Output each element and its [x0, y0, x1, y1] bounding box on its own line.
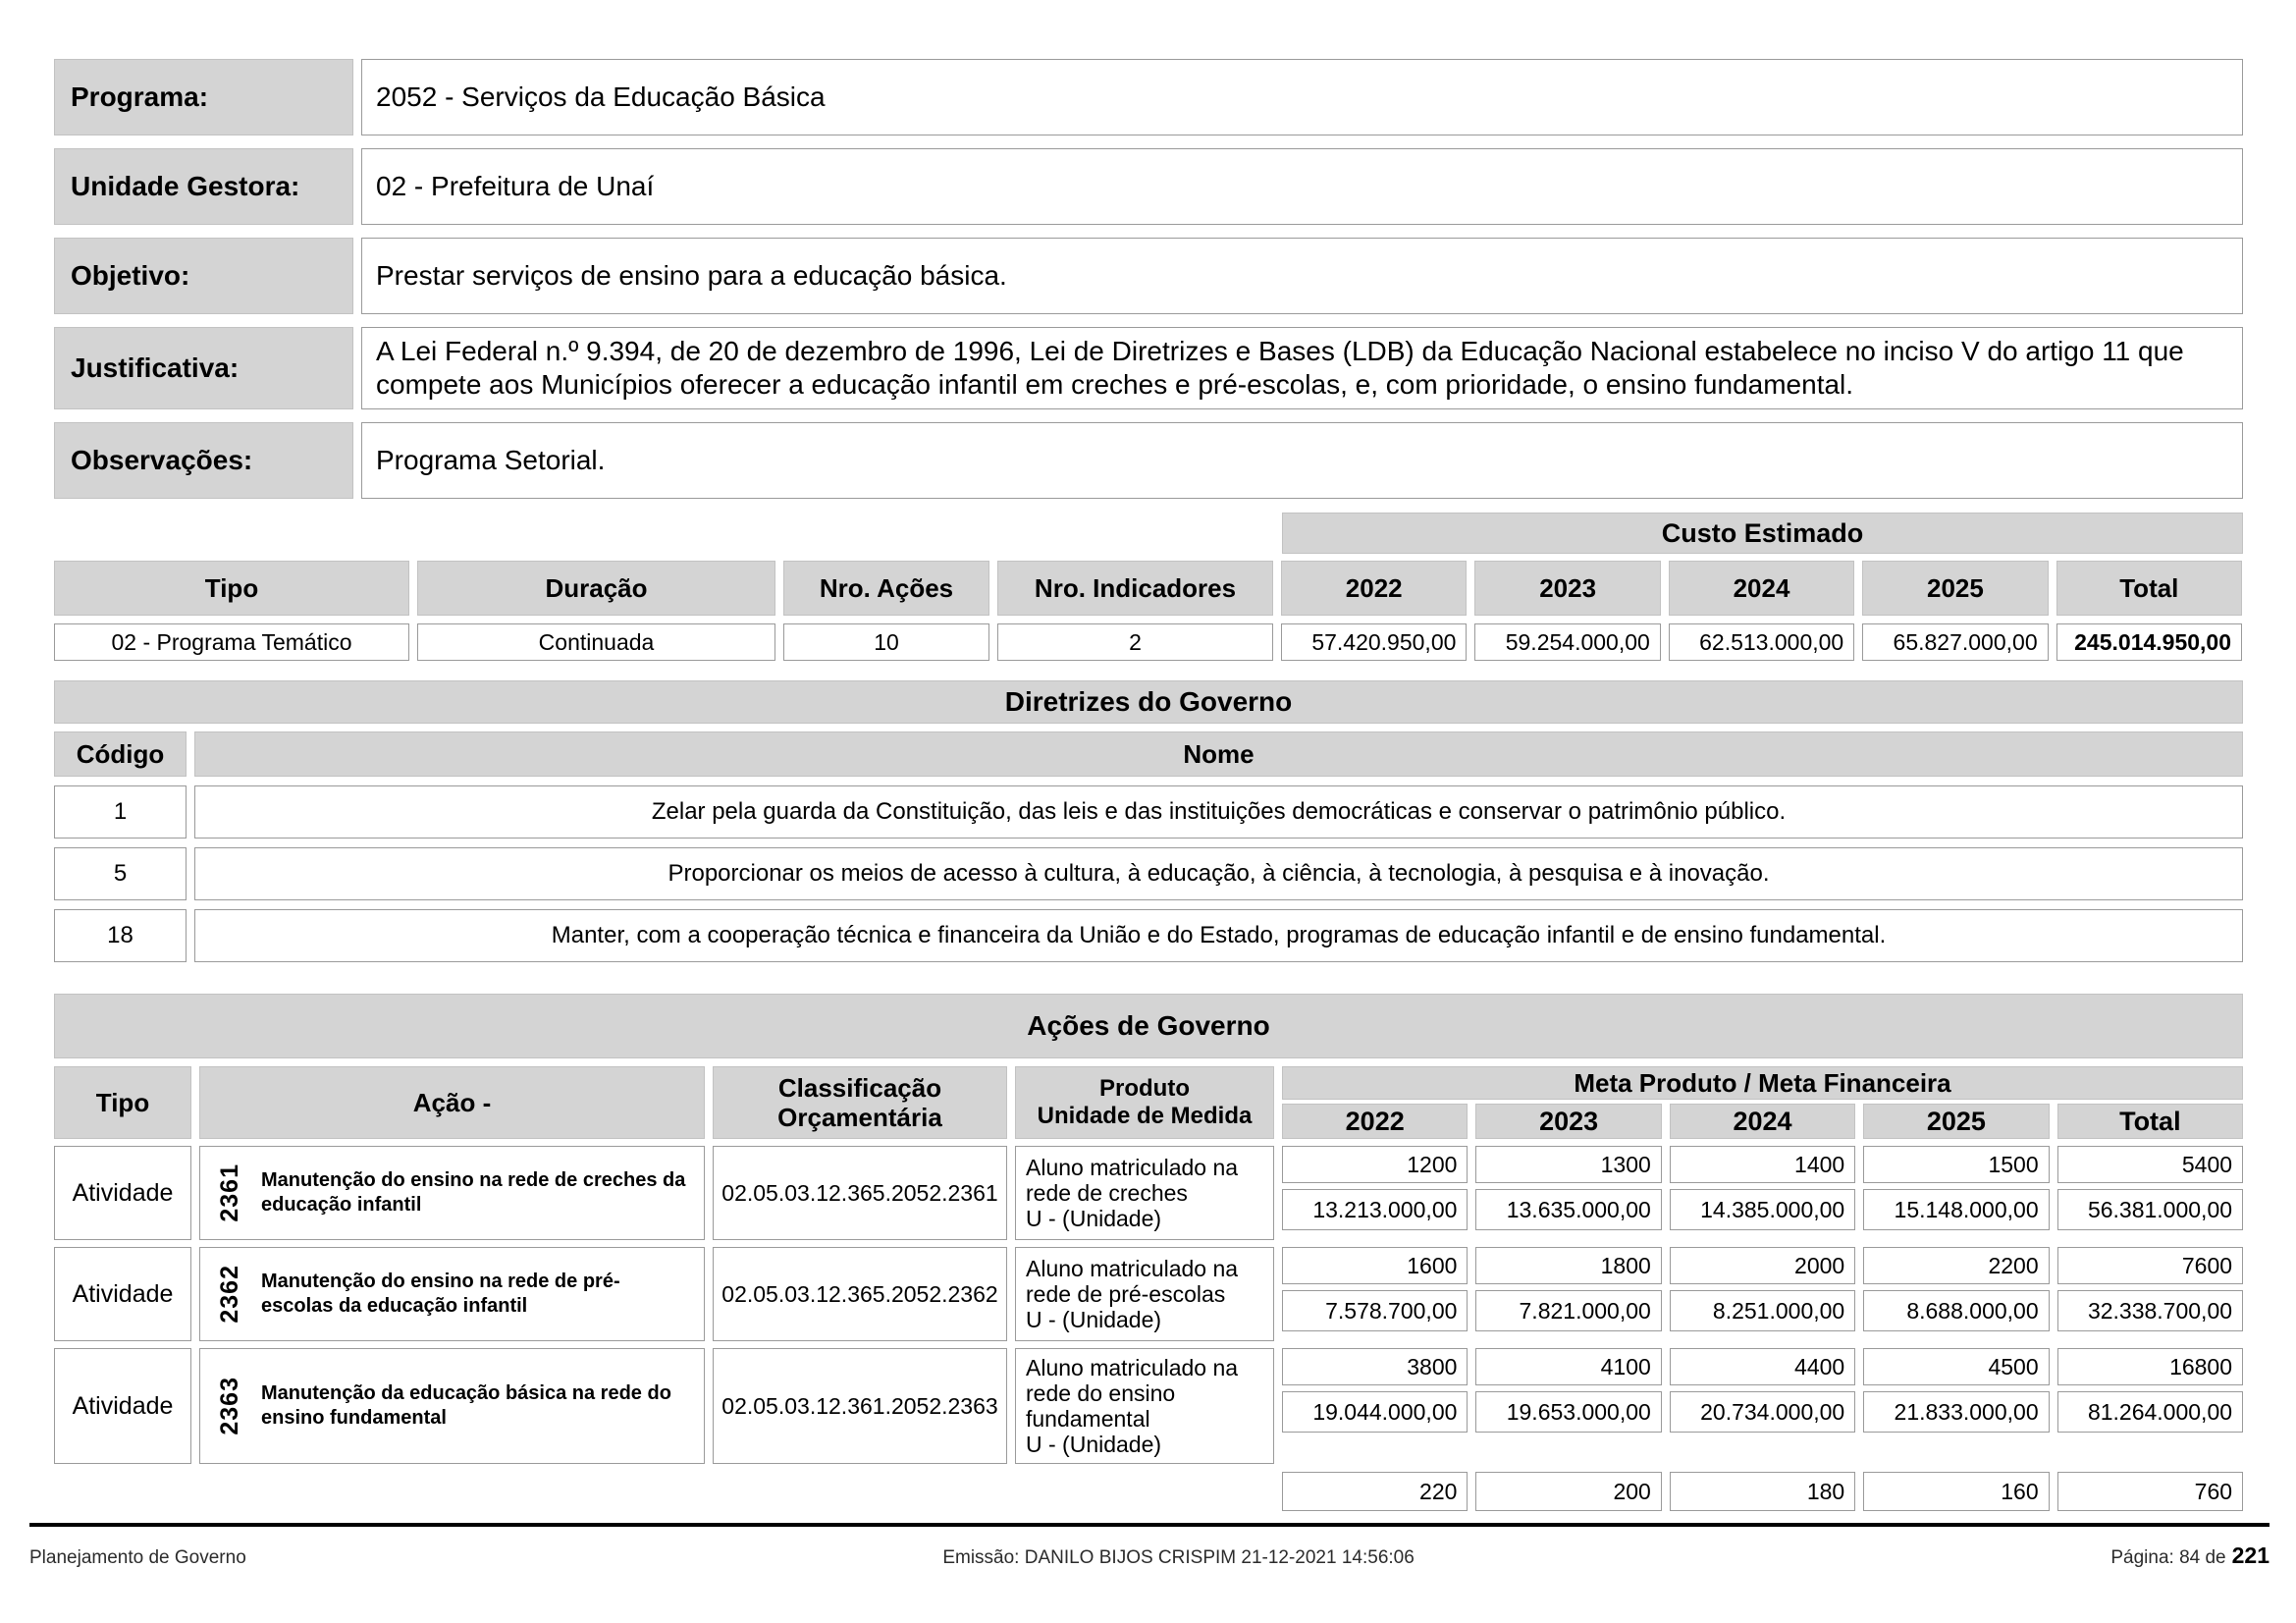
meta-financeira-total: 56.381.000,00 [2057, 1189, 2243, 1230]
custo-total-value: 245.014.950,00 [2056, 623, 2242, 661]
meta-produto-total: 7600 [2057, 1247, 2243, 1284]
meta-produto-total: 5400 [2057, 1146, 2243, 1183]
meta-produto-2022: 3800 [1282, 1348, 1468, 1385]
acao-codigo: 2361 [215, 1163, 243, 1222]
acao-unidade: U - (Unidade) [1026, 1432, 1162, 1457]
acoes-header-classificacao-line1: Classificação [777, 1073, 942, 1103]
meta-produto-row [1282, 1247, 2243, 1284]
custo-tipo-value: 02 - Programa Temático [54, 623, 409, 661]
acao-produto: Aluno matriculado na rede de creches [1026, 1155, 1239, 1206]
custo-header-nro-indicadores: Nro. Indicadores [997, 561, 1273, 616]
acao-produto: Aluno matriculado na rede de pré-escolas [1026, 1256, 1239, 1307]
custo-data-row [54, 623, 2243, 661]
acoes-table [54, 994, 2243, 1511]
meta-financeira-2022: 19.044.000,00 [1282, 1391, 1468, 1433]
footer-page-label: Página: 84 de [2110, 1547, 2226, 1568]
meta-financeira-total: 32.338.700,00 [2057, 1290, 2243, 1331]
program-fields-table [54, 59, 2243, 499]
meta-year-headers [1282, 1104, 2243, 1139]
custo-header-nro-acoes: Nro. Ações [783, 561, 989, 616]
field-row-unidade-gestora [54, 148, 2243, 225]
footer-text-row [29, 1527, 2269, 1569]
custo-estimado-table [54, 513, 2243, 661]
meta-financeira-2024: 20.734.000,00 [1670, 1391, 1855, 1433]
meta-financeira-2025: 8.688.000,00 [1863, 1290, 2049, 1331]
meta-produto-2022: 1200 [1282, 1146, 1468, 1183]
acao-tipo: Atividade [54, 1146, 191, 1240]
custo-header-tipo: Tipo [54, 561, 409, 616]
meta-produto-2025: 2200 [1863, 1247, 2049, 1284]
acao-codigo: 2362 [215, 1265, 243, 1324]
meta-produto-2022: 1600 [1282, 1247, 1468, 1284]
diretrizes-banner: Diretrizes do Governo [54, 680, 2243, 724]
acao-descricao: Manutenção do ensino na rede de creches da educação infantil [261, 1169, 686, 1216]
diretriz-codigo: 18 [54, 909, 187, 962]
field-value-objetivo: Prestar serviços de ensino para a educação básica. [361, 238, 2243, 314]
report-page [54, 59, 2243, 1511]
acao-row-partial [1282, 1472, 2243, 1511]
diretriz-codigo: 1 [54, 785, 187, 839]
field-value-observacoes: Programa Setorial. [361, 422, 2243, 499]
meta-produto-row [1282, 1146, 2243, 1183]
meta-header-2025: 2025 [1863, 1104, 2049, 1139]
meta-financeira-2023: 7.821.000,00 [1475, 1290, 1661, 1331]
custo-2023-value: 59.254.000,00 [1474, 623, 1660, 661]
meta-produto-row [1282, 1348, 2243, 1385]
custo-header-total: Total [2056, 561, 2242, 616]
acao-row-2363 [54, 1348, 2243, 1464]
acoes-header-produto-line1: Produto [1099, 1075, 1190, 1102]
acao-codigo: 2363 [215, 1377, 243, 1435]
acoes-header-classificacao-line2: Orçamentária [777, 1103, 942, 1132]
acao-descricao-cell [199, 1247, 705, 1341]
field-label-programa: Programa: [54, 59, 353, 135]
meta-financeira-2024: 14.385.000,00 [1670, 1189, 1855, 1230]
field-row-objetivo [54, 238, 2243, 314]
acao-row-2361 [54, 1146, 2243, 1240]
custo-header-row [54, 561, 2243, 616]
footer-page-total: 221 [2231, 1542, 2269, 1568]
acao-tipo: Atividade [54, 1348, 191, 1464]
footer-report-name: Planejamento de Governo [29, 1547, 246, 1568]
diretriz-nome: Zelar pela guarda da Constituição, das leis e das instituições democráticas e conservar o patrimônio público. [194, 785, 2243, 839]
diretriz-row [54, 847, 2243, 900]
meta-produto-2024: 4400 [1670, 1348, 1855, 1385]
acoes-header-tipo: Tipo [54, 1066, 191, 1139]
meta-produto-2023: 200 [1475, 1472, 1661, 1511]
meta-financeira-2023: 19.653.000,00 [1475, 1391, 1661, 1433]
meta-financeira-row [1282, 1189, 2243, 1230]
field-label-justificativa: Justificativa: [54, 327, 353, 409]
diretrizes-header-nome: Nome [194, 731, 2243, 777]
acoes-header-classificacao [713, 1066, 1007, 1139]
diretrizes-table [54, 680, 2243, 962]
acoes-banner: Ações de Governo [54, 994, 2243, 1058]
meta-financeira-2025: 15.148.000,00 [1863, 1189, 2049, 1230]
meta-financeira-row [1282, 1290, 2243, 1331]
acoes-header-produto-line2: Unidade de Medida [1037, 1103, 1253, 1129]
acao-produto-cell [1015, 1146, 1274, 1240]
meta-produto-2025: 160 [1863, 1472, 2049, 1511]
meta-produto-2024: 180 [1670, 1472, 1855, 1511]
acoes-header-row [54, 1066, 2243, 1139]
field-label-objetivo: Objetivo: [54, 238, 353, 314]
meta-header-total: Total [2057, 1104, 2243, 1139]
meta-banner: Meta Produto / Meta Financeira [1282, 1066, 2243, 1100]
meta-produto-2025: 1500 [1863, 1146, 2049, 1183]
meta-values-block [1282, 1146, 2243, 1240]
acao-produto: Aluno matriculado na rede do ensino fundamental [1026, 1355, 1239, 1432]
acao-descricao-cell [199, 1146, 705, 1240]
meta-financeira-2025: 21.833.000,00 [1863, 1391, 2049, 1433]
meta-produto-2022: 220 [1282, 1472, 1468, 1511]
meta-header-2022: 2022 [1282, 1104, 1468, 1139]
page-footer [29, 1523, 2269, 1569]
footer-page-info [2110, 1542, 2269, 1569]
acao-produto-cell [1015, 1247, 1274, 1341]
diretriz-codigo: 5 [54, 847, 187, 900]
custo-header-2025: 2025 [1862, 561, 2048, 616]
meta-produto-total: 16800 [2057, 1348, 2243, 1385]
field-row-justificativa [54, 327, 2243, 409]
meta-header-block [1282, 1066, 2243, 1139]
footer-emission-info: Emissão: DANILO BIJOS CRISPIM 21-12-2021 14:56:06 [942, 1547, 1415, 1568]
meta-produto-2025: 4500 [1863, 1348, 2049, 1385]
diretrizes-header-codigo: Código [54, 731, 187, 777]
custo-2024-value: 62.513.000,00 [1669, 623, 1854, 661]
meta-produto-2024: 2000 [1670, 1247, 1855, 1284]
acao-classificacao: 02.05.03.12.361.2052.2363 [713, 1348, 1007, 1464]
acao-classificacao: 02.05.03.12.365.2052.2361 [713, 1146, 1007, 1240]
custo-year-headers [1281, 561, 2242, 616]
meta-produto-row-partial [1282, 1472, 2243, 1511]
meta-produto-2023: 1300 [1475, 1146, 1661, 1183]
acao-unidade: U - (Unidade) [1026, 1206, 1162, 1231]
meta-produto-2024: 1400 [1670, 1146, 1855, 1183]
field-label-observacoes: Observações: [54, 422, 353, 499]
meta-financeira-total: 81.264.000,00 [2057, 1391, 2243, 1433]
field-row-programa [54, 59, 2243, 135]
acoes-header-acao: Ação - [199, 1066, 705, 1139]
acao-produto-cell [1015, 1348, 1274, 1464]
acao-classificacao: 02.05.03.12.365.2052.2362 [713, 1247, 1007, 1341]
field-row-observacoes [54, 422, 2243, 499]
custo-2022-value: 57.420.950,00 [1281, 623, 1467, 661]
field-value-unidade-gestora: 02 - Prefeitura de Unaí [361, 148, 2243, 225]
diretrizes-header-row [54, 731, 2243, 777]
diretriz-row [54, 785, 2243, 839]
custo-nro-indicadores-value: 2 [997, 623, 1273, 661]
meta-financeira-2022: 7.578.700,00 [1282, 1290, 1468, 1331]
field-value-justificativa: A Lei Federal n.º 9.394, de 20 de dezembro de 1996, Lei de Diretrizes e Bases (LDB) da Educação Nacional estabelece no inciso V do artigo 11 que compete aos Municípios oferecer a educação infantil em creches e pré-escolas, e, com prioridade, o ensino fundamental. [361, 327, 2243, 409]
diretriz-row [54, 909, 2243, 962]
field-value-programa: 2052 - Serviços da Educação Básica [361, 59, 2243, 135]
acao-codigo-vertical [206, 1252, 253, 1336]
acao-descricao: Manutenção do ensino na rede de pré-escolas da educação infantil [261, 1271, 620, 1317]
custo-estimado-banner: Custo Estimado [1282, 513, 2243, 554]
meta-financeira-2022: 13.213.000,00 [1282, 1189, 1468, 1230]
custo-2025-value: 65.827.000,00 [1862, 623, 2048, 661]
meta-financeira-2024: 8.251.000,00 [1670, 1290, 1855, 1331]
diretriz-nome: Manter, com a cooperação técnica e financeira da União e do Estado, programas de educação infantil e de ensino fundamental. [194, 909, 2243, 962]
meta-financeira-2023: 13.635.000,00 [1475, 1189, 1661, 1230]
meta-produto-total: 760 [2057, 1472, 2243, 1511]
custo-header-duracao: Duração [417, 561, 775, 616]
diretriz-nome: Proporcionar os meios de acesso à cultura, à educação, à ciência, à tecnologia, à pesquisa e à inovação. [194, 847, 2243, 900]
custo-nro-acoes-value: 10 [783, 623, 989, 661]
meta-produto-2023: 1800 [1475, 1247, 1661, 1284]
custo-year-values [1281, 623, 2242, 661]
acao-descricao: Manutenção da educação básica na rede do ensino fundamental [261, 1382, 671, 1429]
acoes-header-produto [1015, 1066, 1274, 1139]
meta-values-block [1282, 1348, 2243, 1464]
meta-produto-2023: 4100 [1475, 1348, 1661, 1385]
field-label-unidade-gestora: Unidade Gestora: [54, 148, 353, 225]
acao-tipo: Atividade [54, 1247, 191, 1341]
meta-header-2023: 2023 [1475, 1104, 1661, 1139]
meta-values-block [1282, 1247, 2243, 1341]
custo-header-2022: 2022 [1281, 561, 1467, 616]
acao-descricao-cell [199, 1348, 705, 1464]
meta-financeira-row [1282, 1391, 2243, 1433]
acao-codigo-vertical [206, 1353, 253, 1459]
acao-unidade: U - (Unidade) [1026, 1307, 1162, 1332]
acao-row-2362 [54, 1247, 2243, 1341]
custo-header-2023: 2023 [1474, 561, 1660, 616]
custo-duracao-value: Continuada [417, 623, 775, 661]
custo-header-2024: 2024 [1669, 561, 1854, 616]
acao-codigo-vertical [206, 1151, 253, 1235]
meta-header-2024: 2024 [1670, 1104, 1855, 1139]
